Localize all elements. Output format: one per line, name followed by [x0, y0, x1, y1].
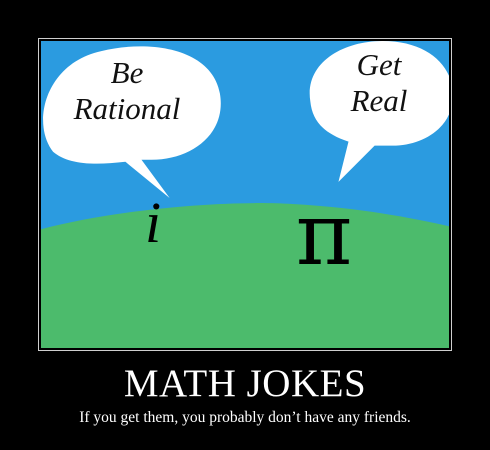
poster-frame [38, 38, 452, 351]
poster-title: MATH JOKES [123, 362, 367, 405]
right-bubble-line2: Real [350, 83, 408, 118]
right-bubble-line1: Get [356, 47, 402, 82]
left-bubble-text [47, 55, 207, 127]
pi-character: π [295, 185, 353, 285]
imaginary-i-character: i [144, 190, 162, 255]
right-bubble-text [319, 47, 439, 119]
comic-scene [41, 41, 449, 348]
left-bubble-line1: Be [110, 55, 144, 90]
poster-subtitle: If you get them, you probably don’t have any friends. [79, 409, 411, 426]
left-bubble-line2: Rational [73, 91, 181, 126]
grass-hill [41, 203, 449, 348]
